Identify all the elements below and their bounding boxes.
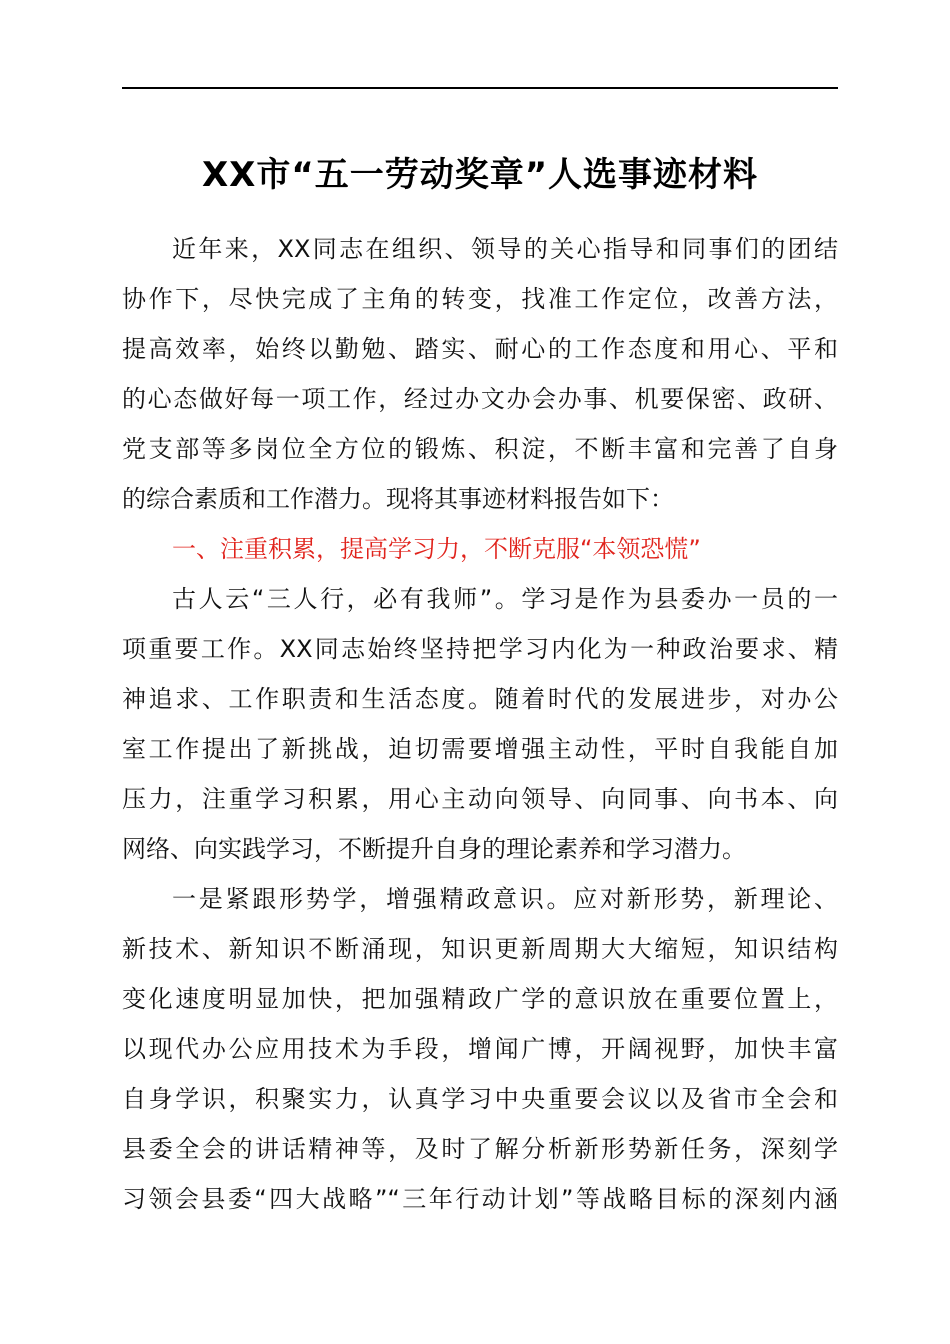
paragraph-line: 的综合素质和工作潜力。现将其事迹材料报告如下： [122,485,674,513]
header-rule [122,87,838,89]
paragraph-line: 提高效率，始终以勤勉、踏实、耐心的工作态度和用心、平和 [122,335,838,363]
paragraph-line: 网络、向实践学习，不断提升自身的理论素养和学习潜力。 [122,835,746,863]
paragraph-line: 县委全会的讲话精神等，及时了解分析新形势新任务，深刻学 [122,1135,838,1163]
document-title: XX市“五一劳动奖章”人选事迹材料 [201,155,759,195]
paragraph-line: 压力，注重学习积累，用心主动向领导、向同事、向书本、向 [122,785,838,813]
paragraph-line: 神追求、工作职责和生活态度。随着时代的发展进步，对办公 [122,685,838,713]
paragraph-line: 近年来，XX同志在组织、领导的关心指导和同事们的团结 [172,235,838,263]
document-body [122,224,838,1224]
paragraph-line: 变化速度明显加快，把加强精政广学的意识放在重要位置上， [122,985,838,1013]
paragraph-line: 新技术、新知识不断涌现，知识更新周期大大缩短，知识结构 [122,935,838,963]
paragraph-line: 习领会县委“四大战略”“三年行动计划”等战略目标的深刻内涵 [122,1185,838,1213]
paragraph-line: 党支部等多岗位全方位的锻炼、积淀，不断丰富和完善了自身 [122,435,838,463]
paragraph-line: 古人云“三人行，必有我师”。学习是作为县委办一员的一 [172,585,838,613]
paragraph-line: 以现代办公应用技术为手段，增闻广博，开阔视野，加快丰富 [122,1035,838,1063]
paragraph-line: 协作下，尽快完成了主角的转变，找准工作定位，改善方法， [122,285,838,313]
paragraph-line: 一是紧跟形势学，增强精政意识。应对新形势，新理论、 [172,885,838,913]
paragraph-line: 自身学识，积聚实力，认真学习中央重要会议以及省市全会和 [122,1085,838,1113]
section-heading: 一、注重积累，提高学习力，不断克服“本领恐慌” [172,535,701,563]
paragraph-line: 室工作提出了新挑战，迫切需要增强主动性，平时自我能自加 [122,735,838,763]
paragraph-line: 的心态做好每一项工作，经过办文办会办事、机要保密、政研、 [122,385,838,413]
paragraph-line: 项重要工作。XX同志始终坚持把学习内化为一种政治要求、精 [122,635,838,663]
